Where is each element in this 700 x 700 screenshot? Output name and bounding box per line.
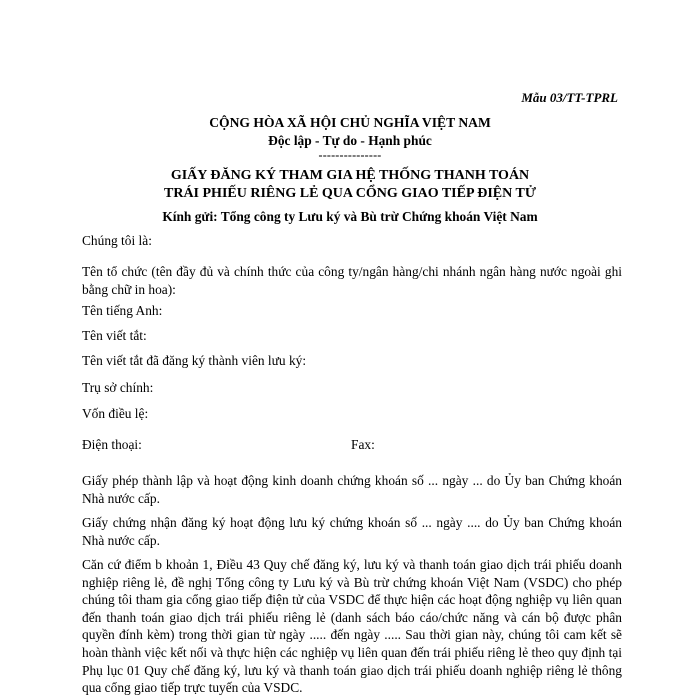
- english-name-field: Tên tiếng Anh:: [82, 303, 163, 318]
- document-title-line-2: TRÁI PHIẾU RIÊNG LẺ QUA CỔNG GIAO TIẾP ĐIỆN TỬ: [164, 186, 536, 201]
- registered-short-name-field: Tên viết tắt đã đăng ký thành viên lưu ký:: [82, 353, 307, 368]
- form-code: Mẫu 03/TT-TPRL: [521, 90, 618, 105]
- charter-capital-field: Vốn điều lệ:: [82, 406, 149, 421]
- national-title: CỘNG HÒA XÃ HỘI CHỦ NGHĨA VIỆT NAM: [209, 115, 491, 130]
- depository-cert-paragraph: Giấy chứng nhận đăng ký hoạt động lưu ký chứng khoán số ... ngày .... do Ủy ban Chứng khoán Nhà nước cấp.: [82, 515, 622, 548]
- request-paragraph: Căn cứ điểm b khoản 1, Điều 43 Quy chế đăng ký, lưu ký và thanh toán giao dịch trái phiếu doanh nghiệp riêng lẻ, đề nghị Tổng công ty Lưu ký và Bù trừ chứng khoán Việt Nam (VSDC) cho phép chúng tôi tham gia cổng giao tiếp điện tử của VSDC để thực hiện các hoạt động nghiệp vụ liên quan đến thanh toán giao dịch trái phiếu riêng lẻ (danh sách báo cáo/chức năng và cán bộ được phân quyền đính kèm) trong thời gian từ ngày ..... đến ngày ..... Sau thời gian này, chúng tôi cam kết sẽ hoàn thành việc kết nối và thực hiện các nghiệp vụ liên quan đến trái phiếu riêng lẻ theo quy định tại Phụ lục 01 Quy chế đăng ký, lưu ký và thanh toán giao dịch trái phiếu doanh nghiệp riêng lẻ thông qua cổng giao tiếp trực tuyến của VSDC.: [82, 557, 622, 696]
- fax-field: Fax:: [351, 437, 375, 452]
- license-paragraph: Giấy phép thành lập và hoạt động kinh doanh chứng khoán số ... ngày ... do Ủy ban Chứng khoán Nhà nước cấp.: [82, 473, 622, 506]
- national-motto: Độc lập - Tự do - Hạnh phúc: [268, 133, 432, 148]
- org-name-field: Tên tổ chức (tên đầy đủ và chính thức của công ty/ngân hàng/chi nhánh ngân hàng nước ngoài ghi bằng chữ in hoa):: [82, 264, 622, 297]
- header-divider: ---------------: [318, 148, 382, 162]
- phone-field: Điện thoại:: [82, 437, 142, 452]
- head-office-field: Trụ sở chính:: [82, 380, 154, 395]
- short-name-field: Tên viết tắt:: [82, 328, 147, 343]
- intro-line: Chúng tôi là:: [82, 233, 152, 248]
- document-title-line-1: GIẤY ĐĂNG KÝ THAM GIA HỆ THỐNG THANH TOÁN: [170, 168, 530, 183]
- recipient-line: Kính gửi: Tổng công ty Lưu ký và Bù trừ Chứng khoán Việt Nam: [162, 209, 538, 224]
